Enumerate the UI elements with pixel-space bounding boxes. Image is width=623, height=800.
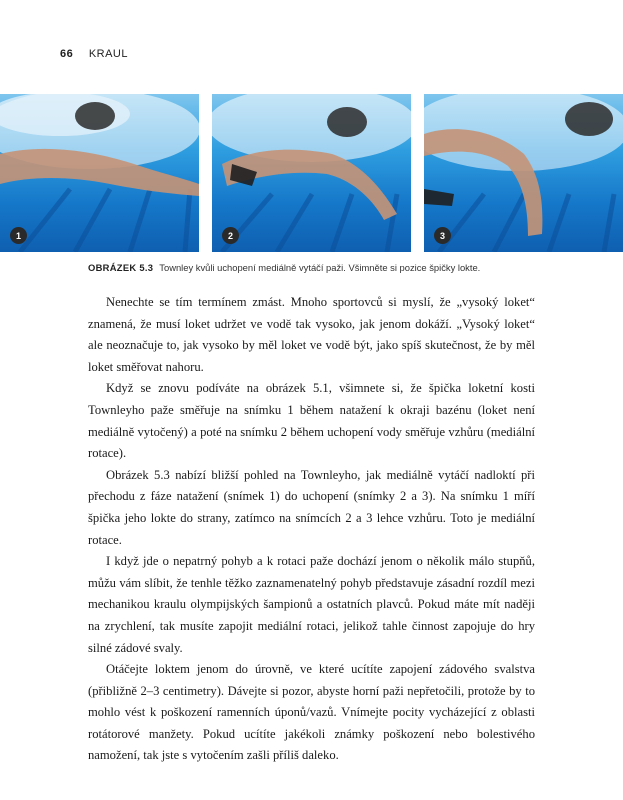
paragraph-3: Obrázek 5.3 nabízí bližší pohled na Townleyho, jak mediálně vytáčí nadloktí při přechodu z fáze natažení (snímek 1) do uchopení (snímky 2 a 3). Na snímku 1 míří špička jeho lokte do strany, zatímco na snímcích 2 a 3 lehce vzhůru. Toto je mediální rotace. xyxy=(88,467,535,547)
body-text xyxy=(88,292,535,767)
swimmer-photo-3 xyxy=(424,94,623,252)
paragraph-4: I když jde o nepatrný pohyb a k rotaci paže dochází jenom o několik málo stupňů, můžu vám slíbit, že tenhle těžko zaznamenatelný pohyb představuje zásadní rozdíl mezi mechanikou kraulu olympijských šampionů a ostatních plavců. Pokud máte mít naději na zrychlení, tak musíte zapojit mediální rotaci, jelikož tahle činnost zapojuje do hry silné zádové svaly. xyxy=(88,554,535,655)
page-number: 66 xyxy=(60,48,74,60)
running-header xyxy=(60,48,128,60)
caption-text: Townley kvůli uchopení mediálně vytáčí paži. Všimněte si pozice špičky lokte. xyxy=(159,262,481,273)
paragraph-1: Nenechte se tím termínem zmást. Mnoho sportovců si myslí, že „vysoký loket“ znamená, že musí loket udržet ve vodě tak vysoko, jak jenom dokáží. „Vysoký loket“ ale neoznačuje to, jak vysoko by měl loket ve vodě být, jako spíš skutečnost, že by měl loket směřovat nahoru. xyxy=(88,295,535,374)
photo-badge-1: 1 xyxy=(10,227,27,244)
paragraph-5: Otáčejte loktem jenom do úrovně, ve které ucítíte zapojení zádového svalstva (přibližně 2–3 centimetry). Dávejte si pozor, abyste horní paži nepřetočili, protože by to mohlo vést k poškození ramenních úponů/vazů. Vnímejte pocity vycházející z oblasti rotátorové manžety. Pokud ucítíte jakékoli známky poškození nebo bolestivého namožení, tak jste s vytočením zašli příliš daleko. xyxy=(88,662,535,763)
swimmer-photo-2 xyxy=(212,94,411,252)
swimmer-photo-1 xyxy=(0,94,199,252)
caption-label: OBRÁZEK 5.3 xyxy=(88,262,154,273)
photo-badge-2: 2 xyxy=(222,227,239,244)
figure-photos xyxy=(0,94,623,252)
figure-caption xyxy=(88,262,568,273)
paragraph-2: Když se znovu podíváte na obrázek 5.1, všimnete si, že špička loketní kosti Townleyho paže směřuje na snímku 1 během natažení k okraji bazénu (loket není mediálně vytočený) a poté na snímku 2 během uchopení vody směřuje vzhůru (mediální rotace). xyxy=(88,381,535,461)
section-title: KRAUL xyxy=(88,48,128,60)
photo-badge-3: 3 xyxy=(434,227,451,244)
